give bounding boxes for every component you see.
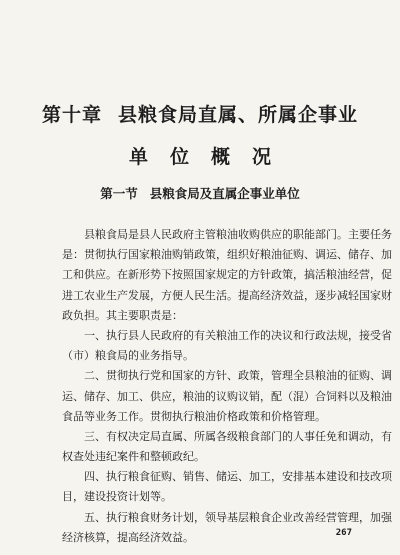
text-line: 目，建设投资计划等。: [62, 490, 172, 504]
section-heading: [0, 184, 400, 202]
text-line: 一、执行县人民政府的有关粮油工作的决议和行政法规，接受省: [62, 328, 392, 342]
section-number: 第一节: [100, 186, 138, 201]
chapter-subtitle: 单位概况: [128, 146, 293, 168]
chapter-heading: [0, 100, 400, 127]
text-line: 县粮食局是县人民政府主管粮油收购供应的职能部门。主要任务: [62, 228, 392, 241]
text-line: 运、储存、加工、供应，粮油的议购议销，配（混）合饲料以及粮油: [62, 389, 392, 403]
body-text: [62, 225, 392, 548]
section-title: 县粮食局及直属企事业单位: [149, 186, 300, 201]
text-line: 食品等业务工作。贯彻执行粮油价格政策和价格管理。: [62, 409, 326, 423]
text-line: 权查处违纪案件和整顿政纪。: [62, 450, 205, 464]
text-line: 四、执行粮食征购、销售、储运、加工，安排基本建设和技改项: [62, 470, 392, 484]
text-line: 五、执行粮食财务计划，领导基层粮食企业改善经营管理，加强: [62, 510, 392, 524]
chapter-number: 第十章: [41, 104, 102, 126]
text-line: 是：贯彻执行国家粮油购销政策，组织好粮油征购、调运、储存、加: [62, 248, 392, 262]
page-number: 267: [335, 528, 352, 538]
chapter-title: 县粮食局直属、所属企事业: [118, 104, 359, 126]
text-line: 政负担。其主要职责是：: [62, 308, 183, 322]
text-line: 二、贯彻执行党和国家的方针、政策，管理全县粮油的征购、调: [62, 369, 392, 383]
text-line: 三、有权决定局直属、所属各级粮食部门的人事任免和调动，有: [62, 429, 392, 443]
text-line: （市）粮食局的业务指导。: [62, 349, 194, 363]
text-line: 进工农业生产发展，方便人民生活。提高经济效益，逐步减轻国家财: [62, 288, 392, 302]
text-line: 经济核算，提高经济效益。: [62, 530, 194, 544]
text-line: 工和供应。在新形势下按照国家规定的方针政策，搞活粮油经营，促: [62, 268, 392, 282]
